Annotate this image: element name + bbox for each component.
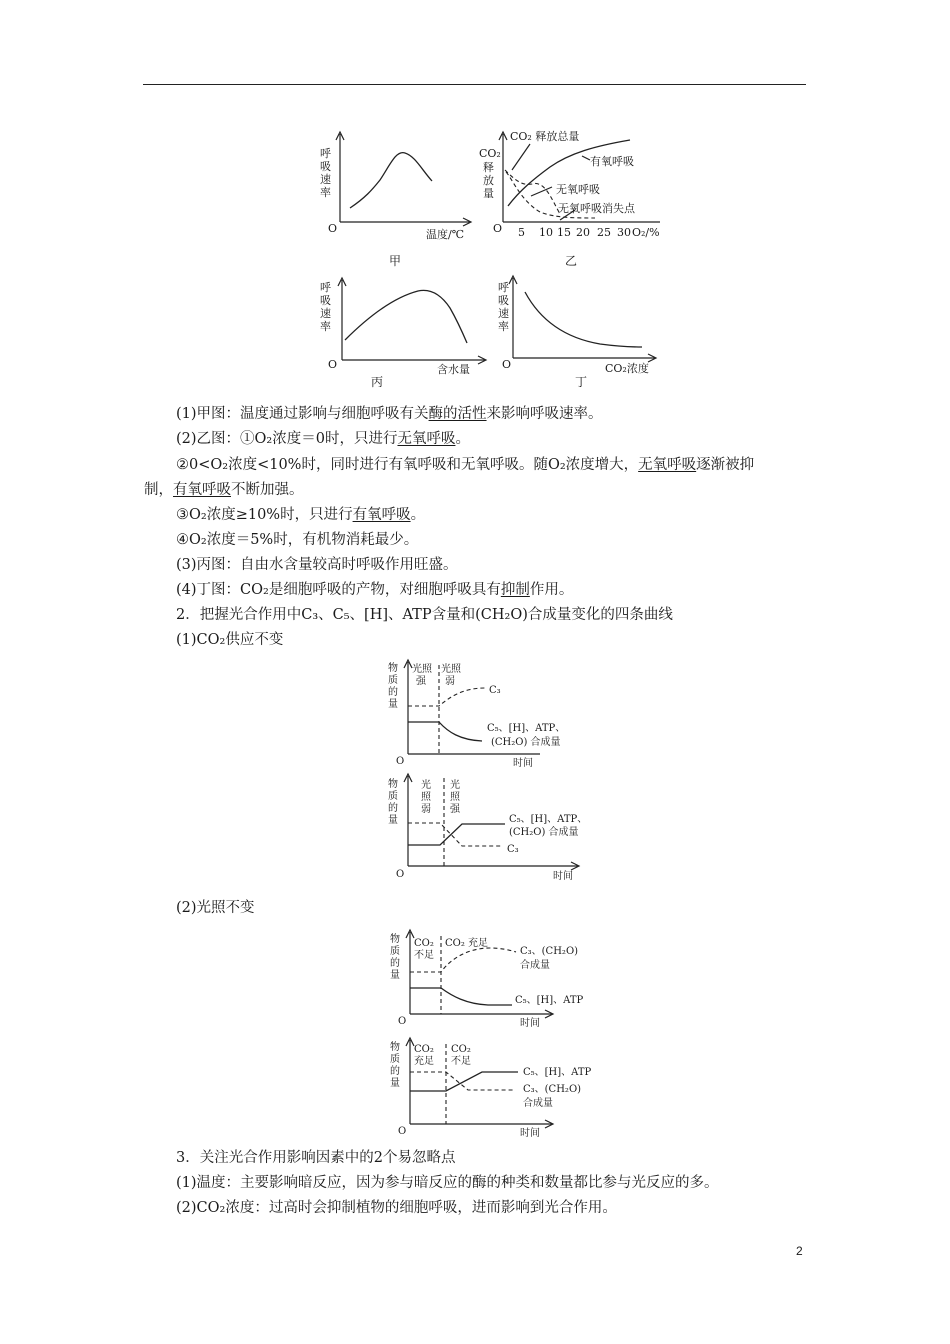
para-4-a: 制， [144, 482, 173, 498]
yi-ylabel-3: 放 [483, 174, 494, 187]
yi-tick-20: 20 [576, 226, 590, 239]
bing-ylabel-1: 呼 [320, 281, 331, 294]
ding-ylabel-1: 呼 [498, 281, 509, 294]
para-2-b: 。 [455, 431, 470, 447]
graph-light-1 [388, 660, 565, 769]
para-1 [176, 404, 603, 424]
g2-right-2: 照 [450, 792, 460, 803]
g2-ylabel-1: 物 [388, 779, 398, 790]
jia-xlabel: 温度/℃ [426, 228, 465, 241]
para-9: (1)温度：主要影响暗反应，因为参与暗反应的酶的种类和数量都比参与光反应的多。 [176, 1175, 719, 1191]
g4-other: C₅、[H]、ATP [523, 1067, 592, 1078]
ding-xlabel: CO₂浓度 [605, 362, 649, 375]
heading-2: 2．把握光合作用中C₃、C₅、[H]、ATP含量和(CH₂O)合成量变化的四条曲线 [176, 607, 673, 623]
graph-bing [320, 278, 486, 389]
para-2-underline: 无氧呼吸 [397, 431, 456, 447]
heading-2-2: (2)光照不变 [176, 900, 255, 916]
para-1-b: 来影响呼吸速率。 [486, 406, 603, 422]
g4-origin: O [398, 1126, 407, 1137]
para-1-underline: 酶的活性 [428, 406, 487, 422]
g4-xlabel: 时间 [520, 1128, 540, 1139]
para-8 [176, 580, 573, 600]
yi-label-vanish: 无氧呼吸消失点 [558, 202, 635, 215]
yi-ylabel-co2: CO₂ [479, 147, 501, 160]
g2-origin: O [396, 869, 405, 880]
g3-xlabel: 时间 [520, 1018, 540, 1029]
g3-ylabel-4: 量 [390, 970, 400, 981]
g2-ylabel-2: 质 [388, 791, 398, 802]
g3-right: CO₂ 充足 [445, 938, 489, 949]
g3-origin: O [398, 1016, 407, 1027]
yi-label-aerobic: 有氧呼吸 [590, 155, 634, 168]
g2-left-3: 弱 [421, 804, 431, 815]
para-5-b: 。 [410, 507, 426, 523]
graph-light-2 [388, 774, 587, 882]
graph-ding [498, 276, 656, 389]
graph-co2-1 [390, 930, 584, 1029]
yi-origin: O [493, 222, 503, 235]
g3-c3-1: C₃、(CH₂O) [520, 946, 579, 957]
para-3 [176, 455, 754, 475]
g4-right-1: CO₂ [451, 1044, 471, 1055]
g2-right-1: 光 [450, 780, 460, 791]
page-number: 2 [796, 1244, 803, 1258]
bing-ylabel-3: 速 [320, 307, 331, 320]
jia-ylabel-3: 速 [320, 173, 331, 186]
g1-ylabel-4: 量 [388, 699, 398, 710]
bing-ylabel-2: 吸 [320, 294, 331, 307]
bing-xlabel: 含水量 [437, 363, 470, 376]
yi-tick-5: 5 [518, 226, 525, 239]
ding-ylabel-2: 吸 [498, 294, 509, 307]
g2-c3: C₃ [507, 844, 519, 855]
ding-caption: 丁 [575, 375, 588, 389]
g1-ylabel-3: 的 [388, 687, 398, 698]
para-8-underline: 抑制 [500, 582, 530, 598]
para-1-a: (1)甲图：温度通过影响与细胞呼吸有关 [176, 406, 429, 422]
para-8-a: (4)丁图：CO₂是细胞呼吸的产物，对细胞呼吸具有 [176, 582, 501, 598]
g4-c3-2: 合成量 [523, 1098, 553, 1109]
graph-co2-2 [390, 1038, 592, 1139]
heading-3: 3．关注光合作用影响因素中的2个易忽略点 [176, 1150, 456, 1166]
jia-ylabel-1: 呼 [320, 147, 331, 160]
g1-ylabel-1: 物 [388, 663, 398, 674]
g1-c3: C₃ [489, 685, 501, 696]
para-4-b: 不断加强。 [231, 482, 304, 498]
para-5-underline: 有氧呼吸 [352, 507, 411, 523]
g1-origin: O [396, 756, 405, 767]
g1-other-2: (CH₂O) 合成量 [491, 737, 561, 748]
g3-left-1: CO₂ [414, 938, 434, 949]
jia-origin: O [328, 222, 338, 235]
ding-origin: O [502, 358, 512, 371]
heading-2-1: (1)CO₂供应不变 [176, 632, 284, 648]
para-6: ④O₂浓度＝5%时，有机物消耗最少。 [176, 532, 419, 548]
g2-ylabel-3: 的 [388, 803, 398, 814]
yi-label-total: CO₂ 释放总量 [510, 130, 580, 143]
g2-left-2: 照 [421, 792, 431, 803]
para-4-underline: 有氧呼吸 [173, 482, 231, 498]
g1-left-2: 强 [416, 676, 426, 687]
g1-ylabel-2: 质 [388, 675, 398, 686]
yi-caption: 乙 [565, 254, 578, 268]
para-5-a: ③O₂浓度≥10%时，只进行 [176, 507, 353, 523]
g2-other-2: (CH₂O) 合成量 [509, 827, 579, 838]
para-3-b: 逐渐被抑 [696, 457, 755, 473]
g1-xlabel: 时间 [513, 758, 533, 769]
para-7: (3)丙图：自由水含量较高时呼吸作用旺盛。 [176, 557, 458, 573]
jia-ylabel-2: 吸 [320, 160, 331, 173]
g3-c3-2: 合成量 [520, 960, 550, 971]
g3-other: C₅、[H]、ATP [515, 995, 584, 1006]
jia-caption: 甲 [389, 254, 402, 268]
g4-ylabel-1: 物 [390, 1042, 400, 1053]
para-5 [176, 505, 425, 525]
g3-ylabel-3: 的 [390, 958, 400, 969]
yi-tick-30: 30 [617, 226, 631, 239]
yi-tick-15: 15 [557, 226, 571, 239]
g1-right-2: 弱 [445, 676, 455, 687]
bing-ylabel-4: 率 [320, 320, 331, 333]
para-3-underline: 无氧呼吸 [638, 457, 697, 473]
yi-tick-10: 10 [539, 226, 553, 239]
yi-xlabel: O₂/% [632, 226, 660, 239]
g2-xlabel: 时间 [553, 871, 573, 882]
g4-ylabel-2: 质 [390, 1054, 400, 1065]
g2-left-1: 光 [421, 780, 431, 791]
yi-label-anaerobic: 无氧呼吸 [556, 183, 600, 196]
para-2-a: (2)乙图：①O₂浓度＝0时，只进行 [176, 431, 398, 447]
ding-ylabel-3: 速 [498, 307, 509, 320]
jia-ylabel-4: 率 [320, 186, 331, 199]
yi-ylabel-2: 释 [483, 161, 494, 174]
g4-left-1: CO₂ [414, 1044, 434, 1055]
g1-right-1: 光照 [441, 664, 461, 675]
g4-c3-1: C₃、(CH₂O) [523, 1084, 582, 1095]
g2-ylabel-4: 量 [388, 815, 398, 826]
g2-other-1: C₅、[H]、ATP、 [509, 814, 588, 825]
ding-ylabel-4: 率 [498, 320, 509, 333]
g3-ylabel-1: 物 [390, 934, 400, 945]
g4-ylabel-4: 量 [390, 1078, 400, 1089]
g1-left-1: 光照 [412, 664, 432, 675]
g4-right-2: 不足 [451, 1056, 471, 1067]
g4-left-2: 充足 [414, 1056, 434, 1067]
para-2 [176, 429, 470, 449]
bing-origin: O [328, 358, 338, 371]
yi-ylabel-4: 量 [483, 187, 494, 200]
g3-left-2: 不足 [414, 950, 434, 961]
g1-other-1: C₅、[H]、ATP、 [487, 723, 566, 734]
para-10: (2)CO₂浓度：过高时会抑制植物的细胞呼吸，进而影响到光合作用。 [176, 1200, 617, 1216]
g4-ylabel-3: 的 [390, 1066, 400, 1077]
g3-ylabel-2: 质 [390, 946, 400, 957]
yi-tick-25: 25 [597, 226, 611, 239]
graph-yi [479, 130, 660, 268]
para-8-b: 作用。 [529, 582, 574, 598]
g2-right-3: 强 [450, 804, 460, 815]
para-3-a: ②0<O₂浓度<10%时，同时进行有氧呼吸和无氧呼吸。随O₂浓度增大， [176, 457, 639, 473]
para-4 [144, 480, 304, 500]
graph-jia [320, 132, 471, 268]
bing-caption: 丙 [371, 375, 384, 389]
